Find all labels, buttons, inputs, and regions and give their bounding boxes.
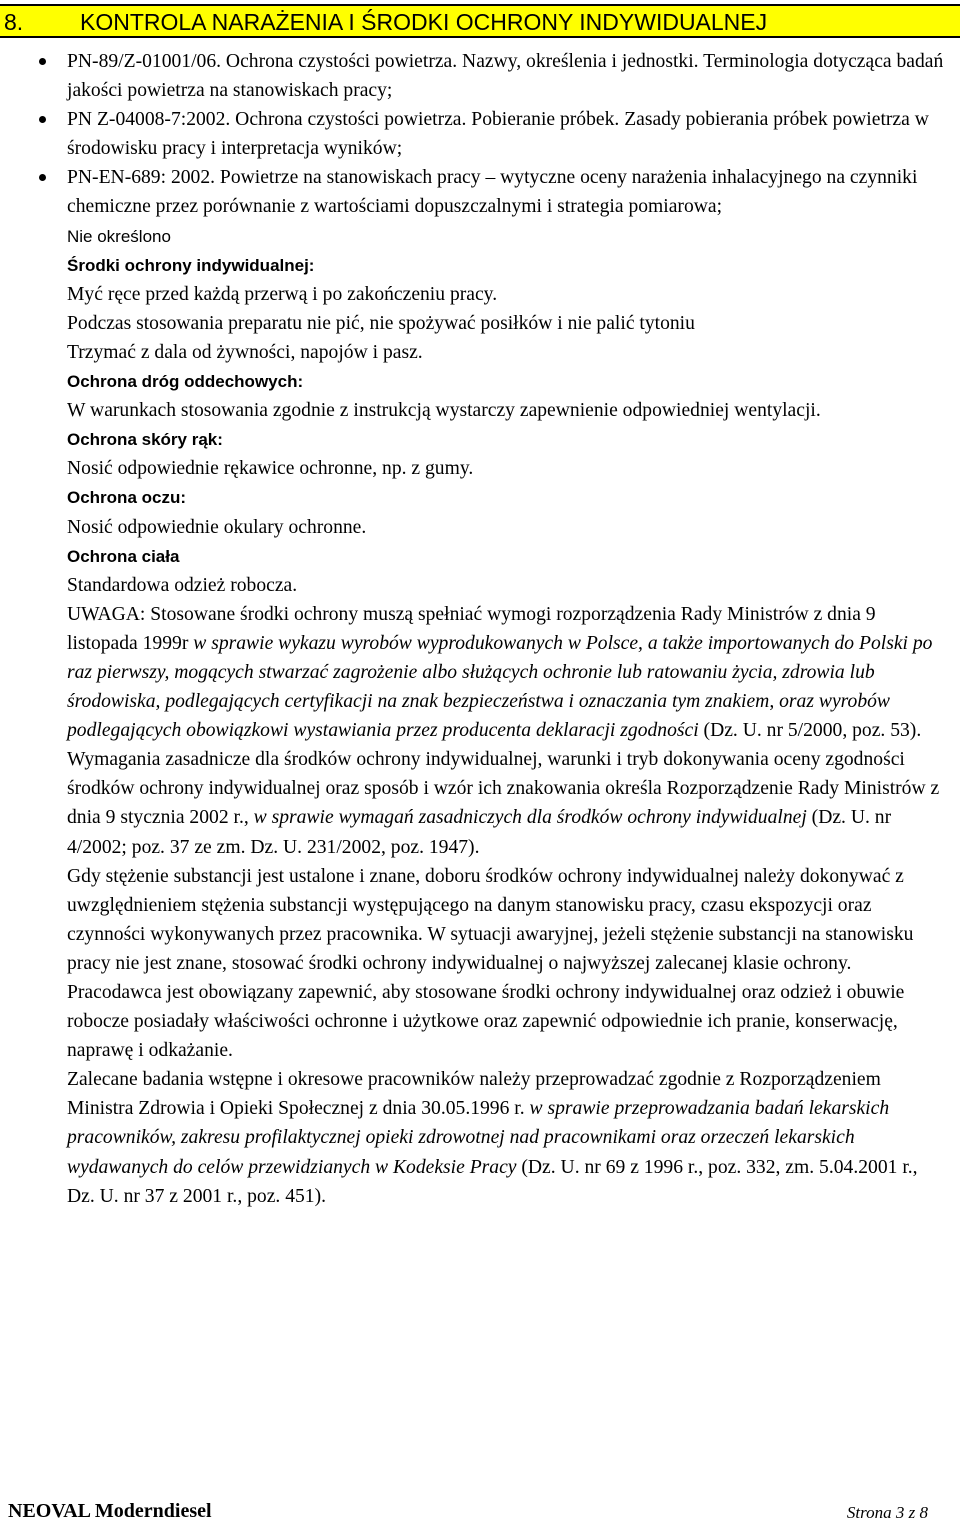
section-title: KONTROLA NARAŻENIA I ŚRODKI OCHRONY INDYWIDUALNEJ: [80, 9, 768, 35]
ppe-line: Myć ręce przed każdą przerwą i po zakończeniu pracy.: [67, 283, 498, 305]
not-determined-note: Nie określono: [67, 226, 171, 246]
requirements-paragraph: [67, 745, 947, 861]
medical-paragraph: [67, 1065, 947, 1210]
standards-list: [67, 47, 947, 222]
requirements-citation: (Dz. U. nr 4/2002; poz. 37 ze zm. Dz. U. 231/2002, poz. 1947).: [67, 807, 892, 858]
uwaga-regulation-title: w sprawie wykazu wyrobów wyprodukowanych w Polsce, a także importowanych do Polski po raz pierwszy, mogących stwarzać zagrożenie albo służących ochronie lub ratowaniu życia, zdrowia lub środowiska, podlegających certyfikacji na znak bezpieczeństwa i oznaczania tym znakiem, oraz wyrobów podlegających obowiązkowi wystawiania przez producenta deklaracji zgodności: [67, 632, 933, 742]
list-item: PN Z-04008-7:2002. Ochrona czystości powietrza. Pobieranie próbek. Zasady pobierania próbek powietrza w środowisku pracy i interpretacja wyników;: [67, 105, 947, 163]
skin-heading: Ochrona skóry rąk:: [67, 430, 223, 450]
ppe-heading: Środki ochrony indywidualnej:: [67, 255, 315, 275]
footer-company: NEOVAL Moderndiesel: [8, 1500, 212, 1522]
section-header: [0, 4, 960, 38]
medical-regulation-title: w sprawie przeprowadzania badań lekarskich pracowników, zakresu profilaktycznej opieki zdrowotnej nad pracownikami oraz orzeczeń lekarskich wydawanych do celów przewidzianych w Kodeksie Pracy: [67, 1098, 890, 1178]
medical-text: Zalecane badania wstępne i okresowe pracowników należy przeprowadzać zgodnie z Rozporządzeniem Ministra Zdrowia i Opieki Społecznej z dnia 30.05.1996 r.: [67, 1069, 881, 1120]
list-item: PN-EN-689: 2002. Powietrze na stanowiskach pracy – wytyczne oceny narażenia inhalacyjnego na czynniki chemiczne przez porównanie z wartościami dopuszczalnymi i strategia pomiarowa;: [67, 163, 947, 221]
eye-text: Nosić odpowiednie okulary ochronne.: [67, 516, 367, 538]
respiratory-text: W warunkach stosowania zgodnie z instrukcją wystarczy zapewnienie odpowiedniej wentylacji.: [67, 400, 821, 422]
ppe-line: Podczas stosowania preparatu nie pić, nie spożywać posiłków i nie palić tytoniu: [67, 312, 695, 334]
requirements-text: Wymagania zasadnicze dla środków ochrony indywidualnej, warunki i tryb dokonywania oceny zgodności środków ochrony indywidualnej oraz sposób i wzór ich znakowania określa Rozporządzenie Rady Ministrów z dnia 9 stycznia 2002 r.,: [67, 749, 940, 829]
ppe-line: Trzymać z dala od żywności, napojów i pasz.: [67, 341, 423, 363]
uwaga-citation: (Dz. U. nr 5/2000, poz. 53).: [698, 720, 922, 742]
skin-text: Nosić odpowiednie rękawice ochronne, np. z gumy.: [67, 458, 474, 480]
concentration-paragraph: Gdy stężenie substancji jest ustalone i znane, doboru środków ochrony indywidualnej należy dokonywać z uwzględnieniem stężenia substancji występującego na danym stanowisku pracy, czasu ekspozycji oraz czynności wykonywanych przez pracownika. W sytuacji awaryjnej, jeżeli stężenie substancji na stanowisku pracy nie jest znane, stosować środki ochrony indywidualnej o najwyższej zalecanej klasie ochrony.: [67, 865, 914, 974]
body-heading: Ochrona ciała: [67, 546, 180, 566]
footer-page-number: Strona 3 z 8: [846, 1503, 928, 1522]
uwaga-paragraph: [67, 600, 947, 745]
document-body: [67, 47, 947, 1211]
list-item: PN-89/Z-01001/06. Ochrona czystości powietrza. Nazwy, określenia i jednostki. Terminologia dotycząca badań jakości powietrza na stanowiskach pracy;: [67, 47, 947, 105]
medical-citation: (Dz. U. nr 69 z 1996 r., poz. 332, zm. 5.04.2001 r., Dz. U. nr 37 z 2001 r., poz. 451).: [67, 1156, 918, 1207]
employer-paragraph: Pracodawca jest obowiązany zapewnić, aby stosowane środki ochrony indywidualnej oraz odzież i obuwie robocze posiadały właściwości ochronne i użytkowe oraz zapewnić odpowiednie ich pranie, konserwację, naprawę i odkażanie.: [67, 982, 905, 1062]
requirements-regulation-title: w sprawie wymagań zasadniczych dla środków ochrony indywidualnej: [253, 807, 807, 829]
eye-heading: Ochrona oczu:: [67, 488, 187, 508]
body-text: Standardowa odzież robocza.: [67, 574, 298, 596]
uwaga-text: UWAGA: Stosowane środki ochrony muszą spełniać wymogi rozporządzenia Rady Ministrów z dnia 9 listopada 1999r: [67, 603, 876, 654]
respiratory-heading: Ochrona dróg oddechowych:: [67, 372, 304, 392]
section-number: 8.: [4, 9, 24, 35]
